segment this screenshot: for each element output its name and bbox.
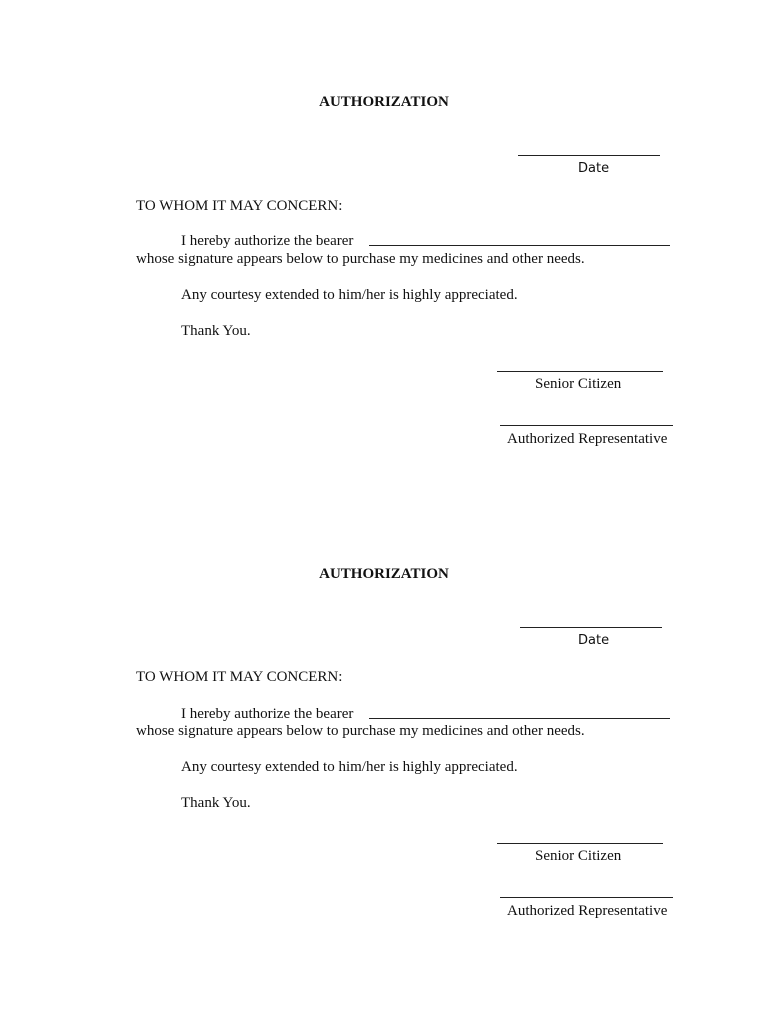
date-label: Date xyxy=(578,633,610,648)
senior-signature-line[interactable] xyxy=(497,371,663,372)
bearer-name-line[interactable] xyxy=(369,718,670,719)
date-label: Date xyxy=(578,161,610,176)
salutation: TO WHOM IT MAY CONCERN: xyxy=(136,669,343,685)
date-line[interactable] xyxy=(518,155,660,156)
body-line-2: whose signature appears below to purchase my medicines and other needs. xyxy=(136,251,585,267)
senior-signature-line[interactable] xyxy=(497,843,663,844)
thanks-text: Thank You. xyxy=(181,323,251,339)
courtesy-text: Any courtesy extended to him/her is highly appreciated. xyxy=(181,759,518,775)
authorized-representative-label: Authorized Representative xyxy=(507,903,668,919)
senior-citizen-label: Senior Citizen xyxy=(535,376,622,392)
date-line[interactable] xyxy=(520,627,662,628)
courtesy-text: Any courtesy extended to him/her is highly appreciated. xyxy=(181,287,518,303)
salutation: TO WHOM IT MAY CONCERN: xyxy=(136,198,343,214)
form-title: AUTHORIZATION xyxy=(319,94,449,110)
body-line-1: I hereby authorize the bearer xyxy=(181,233,354,249)
senior-citizen-label: Senior Citizen xyxy=(535,848,622,864)
form-title: AUTHORIZATION xyxy=(319,566,449,582)
bearer-name-line[interactable] xyxy=(369,245,670,246)
authorized-representative-label: Authorized Representative xyxy=(507,431,668,447)
representative-signature-line[interactable] xyxy=(500,897,673,898)
representative-signature-line[interactable] xyxy=(500,425,673,426)
body-line-1: I hereby authorize the bearer xyxy=(181,706,354,722)
body-line-2: whose signature appears below to purchase my medicines and other needs. xyxy=(136,723,585,739)
thanks-text: Thank You. xyxy=(181,795,251,811)
